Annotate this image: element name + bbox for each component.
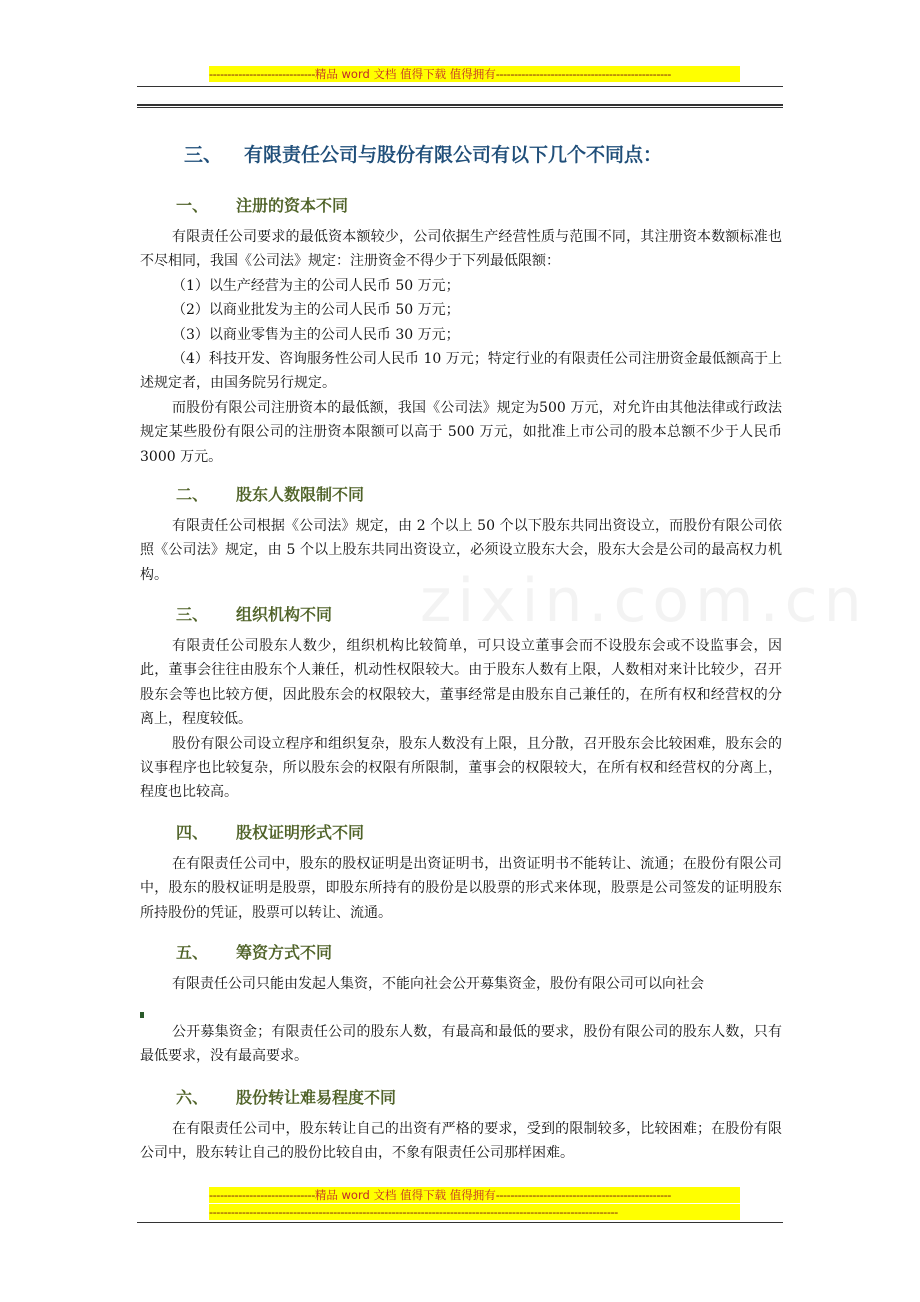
banner-full-dashes: ---------------------------------------------------------------------------------------------------------------- xyxy=(209,1205,618,1219)
section-number: 一、 xyxy=(176,196,209,215)
section-number: 二、 xyxy=(176,485,209,504)
list-item: （1）以生产经营为主的公司人民币 50 万元； xyxy=(172,277,460,294)
banner-left-dashes: ----------------------------- xyxy=(209,1188,315,1202)
page-break-mark xyxy=(140,1012,144,1018)
page-title xyxy=(184,140,662,167)
title-text: 有限责任公司与股份有限公司有以下几个不同点： xyxy=(244,144,663,166)
section-title: 筹资方式不同 xyxy=(236,943,333,962)
banner-text: 精品 word 文档 值得下载 值得拥有 xyxy=(314,67,496,81)
banner-right-dashes: ------------------------------------------------ xyxy=(495,67,671,81)
list-item: （3）以商业零售为主的公司人民币 30 万元； xyxy=(172,326,460,343)
section-body-2 xyxy=(140,514,782,587)
section-body-5a xyxy=(140,972,782,996)
section-title: 注册的资本不同 xyxy=(236,196,349,215)
section-number: 五、 xyxy=(176,943,209,962)
header-rule-bottom xyxy=(137,107,783,108)
section-heading-3 xyxy=(176,602,332,625)
list-item: （2）以商业批发为主的公司人民币 50 万元； xyxy=(172,302,460,319)
paragraph: 有限责任公司股东人数少，组织机构比较简单，可只设立董事会而不设股东会或不设监事会，因此，董事会往往由股东个人兼任，机动性权限较大。由于股东人数有上限，人数相对来计比较少，召开股东会等也比较方便，因此股东会的权限较大，董事经常是由股东自己兼任的，在所有权和经营权的分离上，程度较低。 xyxy=(140,638,782,728)
section-body-3 xyxy=(140,634,782,805)
section-body-4 xyxy=(140,852,782,925)
paragraph: 有限责任公司只能由发起人集资，不能向社会公开募集资金，股份有限公司可以向社会 xyxy=(172,976,704,992)
watermark: zixin.com.cn xyxy=(420,566,868,636)
section-heading-1 xyxy=(176,193,348,216)
section-number: 三、 xyxy=(176,605,209,624)
section-title: 股东人数限制不同 xyxy=(236,485,365,504)
section-body-1 xyxy=(140,225,782,469)
header-banner xyxy=(209,66,740,82)
header-rule-thin xyxy=(137,86,783,87)
list-item: （4）科技开发、咨询服务性公司人民币 10 万元；特定行业的有限责任公司注册资金最低额高于上述规定者，由国务院另行规定。 xyxy=(140,351,782,392)
section-heading-5 xyxy=(176,940,332,963)
header-rule-thick xyxy=(137,104,783,106)
section-heading-2 xyxy=(176,482,364,505)
section-body-6 xyxy=(140,1117,782,1166)
section-body-5b xyxy=(140,1020,782,1069)
section-number: 四、 xyxy=(176,823,209,842)
section-title: 组织机构不同 xyxy=(236,605,333,624)
section-title: 股权证明形式不同 xyxy=(236,823,365,842)
section-number: 六、 xyxy=(176,1088,209,1107)
paragraph: 有限责任公司根据《公司法》规定，由 2 个以上 50 个以下股东共同出资设立，而股份有限公司依照《公司法》规定，由 5 个以上股东共同出资设立，必须设立股东大会，股东大会是公司的最高权力机构。 xyxy=(140,518,782,583)
section-heading-6 xyxy=(176,1085,396,1108)
banner-text: 精品 word 文档 值得下载 值得拥有 xyxy=(314,1188,496,1202)
paragraph: 有限责任公司要求的最低资本额较少，公司依据生产经营性质与范围不同，其注册资本数额标准也不尽相同，我国《公司法》规定：注册资金不得少于下列最低限额： xyxy=(140,229,782,270)
paragraph: 在有限责任公司中，股东的股权证明是出资证明书，出资证明书不能转让、流通；在股份有限公司中，股东的股权证明是股票，即股东所持有的股份是以股票的形式来体现，股票是公司签发的证明股东所持股份的凭证，股票可以转让、流通。 xyxy=(140,856,782,921)
title-number: 三、 xyxy=(184,144,223,166)
footer-banner xyxy=(209,1187,740,1203)
footer-rule xyxy=(137,1222,783,1223)
section-heading-4 xyxy=(176,820,364,843)
paragraph: 股份有限公司设立程序和组织复杂，股东人数没有上限，且分散，召开股东会比较困难，股东会的议事程序也比较复杂，所以股东会的权限有所限制，董事会的权限较大，在所有权和经营权的分离上，程度也比较高。 xyxy=(140,735,782,801)
section-title: 股份转让难易程度不同 xyxy=(236,1088,397,1107)
paragraph: 而股份有限公司注册资本的最低额，我国《公司法》规定为500 万元，对允许由其他法律或行政法规定某些股份有限公司的注册资本限额可以高于 500 万元，如批准上市公司的股本总额不少于人民币 3000 万元。 xyxy=(140,399,782,465)
paragraph: 公开募集资金；有限责任公司的股东人数，有最高和最低的要求，股份有限公司的股东人数，只有最低要求，没有最高要求。 xyxy=(140,1024,782,1065)
footer-banner-dashes xyxy=(209,1204,740,1220)
paragraph: 在有限责任公司中，股东转让自己的出资有严格的要求，受到的限制较多，比较困难；在股份有限公司中，股东转让自己的股份比较自由，不象有限责任公司那样困难。 xyxy=(140,1121,782,1162)
banner-left-dashes: ----------------------------- xyxy=(209,67,315,81)
banner-right-dashes: ------------------------------------------------ xyxy=(495,1188,671,1202)
